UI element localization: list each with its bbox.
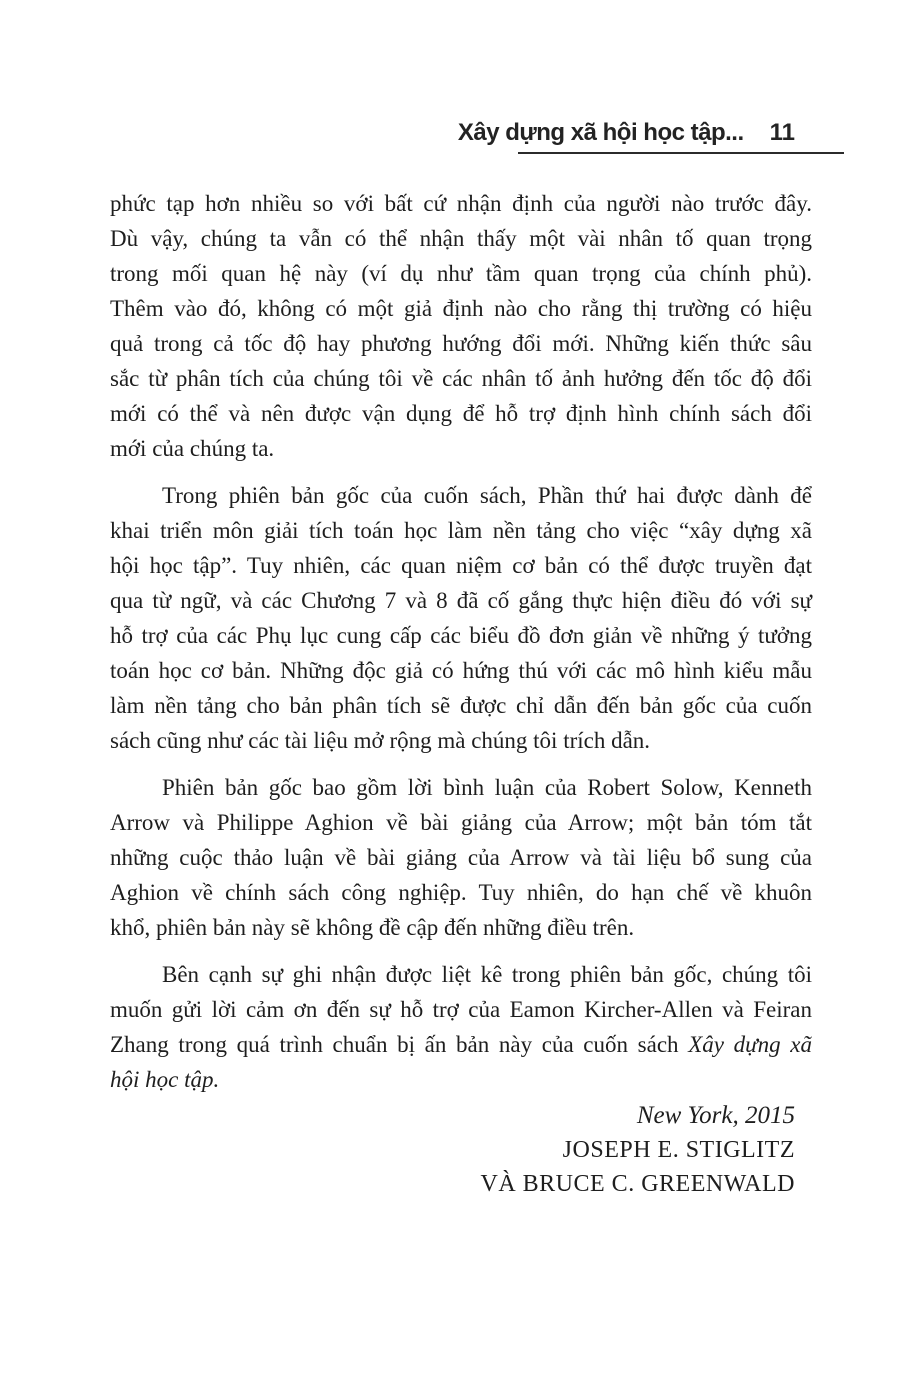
text-line: Phiên bản gốc bao gồm lời bình luận của Robert Solow, Kenneth [162,775,812,800]
paragraph [110,186,812,466]
running-title: Xây dựng xã hội học tập... [457,119,744,146]
text-line: làm nền tảng cho bản phân tích sẽ được chỉ dẫn đến bản gốc của cuốn [110,693,812,718]
text-line: mới có thể và nên được vận dụng để hỗ trợ định hình chính sách đổi [110,401,812,426]
text-line: Thêm vào đó, không có một giả định nào cho rằng thị trường có hiệu [110,296,812,321]
running-header [458,118,795,148]
text-line: toán học cơ bản. Những độc giả có hứng thú với các mô hình kiểu mẫu [110,658,812,683]
text-line: qua từ ngữ, và các Chương 7 và 8 đã cố gắng thực hiện điều đó với sự [110,588,812,613]
paragraph [110,478,812,758]
text-line: Trong phiên bản gốc của cuốn sách, Phần thứ hai được dành để [162,483,812,508]
text-line: hội học tập”. Tuy nhiên, các quan niệm cơ bản có thể được truyền đạt [110,553,812,578]
text-line: Arrow và Philippe Aghion về bài giảng của Arrow; một bản tóm tắt [110,810,812,835]
text-line [110,1027,812,1062]
signature-author-2: VÀ BRUCE C. GREENWALD [480,1171,795,1197]
book-title-italic: hội học tập. [110,1067,220,1092]
text-line: quả trong cả tốc độ hay phương hướng đổi mới. Những kiến thức sâu [110,331,812,356]
text-line: sách cũng như các tài liệu mở rộng mà chúng tôi trích dẫn. [110,728,651,753]
text-line: hỗ trợ của các Phụ lục cung cấp các biểu đồ đơn giản về những ý tưởng [110,623,812,648]
page-number: 11 [769,119,795,146]
text-line: muốn gửi lời cảm ơn đến sự hỗ trợ của Eamon Kircher-Allen và Feiran [110,997,812,1022]
text-segment: Zhang trong quá trình chuẩn bị ấn bản này của cuốn sách [110,1032,679,1057]
book-title-italic: Xây dựng xã [688,1032,812,1057]
text-line: khai triển môn giải tích toán học làm nền tảng cho việc “xây dựng xã [110,518,812,543]
header-rule [518,152,844,154]
text-line: mới của chúng ta. [110,436,275,461]
page-body [110,186,812,1097]
text-line: Bên cạnh sự ghi nhận được liệt kê trong phiên bản gốc, chúng tôi [162,962,812,987]
paragraph [110,957,812,1097]
signature-block [481,1099,796,1201]
text-line: Aghion về chính sách công nghiệp. Tuy nhiên, do hạn chế về khuôn [110,880,812,905]
text-line: sắc từ phân tích của chúng tôi về các nhân tố ảnh hưởng đến tốc độ đổi [110,366,812,391]
signature-place-date: New York, 2015 [636,1102,795,1129]
text-line: phức tạp hơn nhiều so với bất cứ nhận định của người nào trước đây. [110,191,812,216]
paragraph [110,770,812,945]
text-line: những cuộc thảo luận về bài giảng của Arrow và tài liệu bổ sung của [110,845,812,870]
text-line: trong mối quan hệ này (ví dụ như tầm quan trọng của chính phủ). [110,261,812,286]
text-line: Dù vậy, chúng ta vẫn có thể nhận thấy một vài nhân tố quan trọng [110,226,812,251]
text-line: khổ, phiên bản này sẽ không đề cập đến những điều trên. [110,915,635,940]
signature-author-1: JOSEPH E. STIGLITZ [562,1137,795,1163]
